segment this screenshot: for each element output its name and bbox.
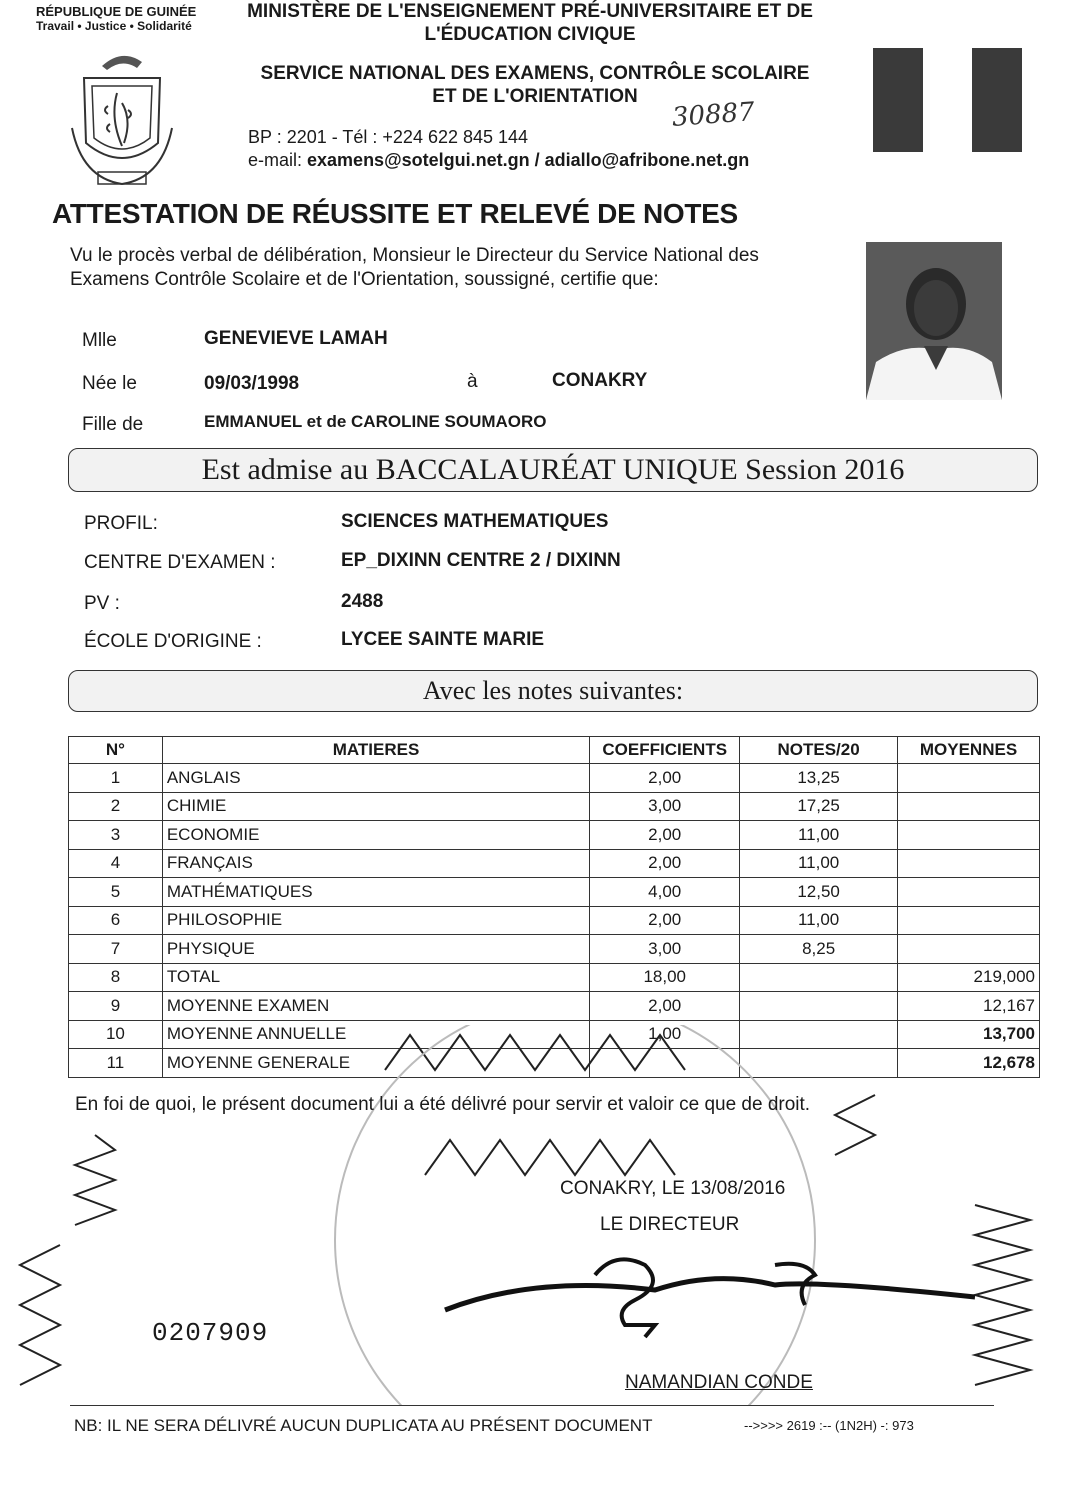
cell-coefficient: 2,00 <box>590 821 740 850</box>
table-row <box>69 849 1040 878</box>
cell-matiere: CHIMIE <box>162 792 589 821</box>
cell-number: 1 <box>69 764 163 793</box>
contact-email-line <box>248 149 749 172</box>
cell-matiere: ANGLAIS <box>162 764 589 793</box>
cell-number: 9 <box>69 992 163 1021</box>
contact-info <box>248 126 749 172</box>
cell-number: 3 <box>69 821 163 850</box>
republic-motto: Travail • Justice • Solidarité <box>36 19 192 33</box>
table-row <box>69 963 1040 992</box>
cell-number: 4 <box>69 849 163 878</box>
header-moyennes: MOYENNES <box>898 737 1040 764</box>
document-intro: Vu le procès verbal de délibération, Monsieur le Directeur du Service National des Examens Contrôle Scolaire et de l'Orientation, soussigné, certifie que: <box>70 245 759 290</box>
serial-number: 0207909 <box>152 1318 269 1348</box>
cell-moyenne: 219,000 <box>898 963 1040 992</box>
birth-date: 09/03/1998 <box>204 373 300 394</box>
official-seal-stamp <box>15 1025 1045 1405</box>
table-row <box>69 935 1040 964</box>
contact-email-label: e-mail: <box>248 150 308 170</box>
republic-header <box>36 4 196 34</box>
profil-label: PROFIL: <box>84 513 158 534</box>
cell-note: 8,25 <box>740 935 898 964</box>
place-and-date: CONAKRY, LE 13/08/2016 <box>560 1178 786 1199</box>
cell-coefficient: 2,00 <box>590 906 740 935</box>
cell-number: 5 <box>69 878 163 907</box>
cell-moyenne: 12,167 <box>898 992 1040 1021</box>
cell-note: 12,50 <box>740 878 898 907</box>
at-label: à <box>467 371 478 392</box>
portrait-icon <box>866 242 1002 400</box>
director-title: LE DIRECTEUR <box>600 1214 740 1235</box>
cell-note: 11,00 <box>740 821 898 850</box>
cell-note: 11,00 <box>740 906 898 935</box>
birth-place: CONAKRY <box>552 370 648 391</box>
cell-matiere: MOYENNE EXAMEN <box>162 992 589 1021</box>
cell-matiere: FRANÇAIS <box>162 849 589 878</box>
table-row <box>69 906 1040 935</box>
contact-bp-phone: BP : 2201 - Tél : +224 622 845 144 <box>248 127 529 147</box>
table-row <box>69 878 1040 907</box>
parent-label: Fille de <box>82 414 144 435</box>
cell-number: 2 <box>69 792 163 821</box>
cell-number: 7 <box>69 935 163 964</box>
cell-note: 13,25 <box>740 764 898 793</box>
ecole-value: LYCEE SAINTE MARIE <box>341 629 545 650</box>
table-row <box>69 792 1040 821</box>
service-line-1: SERVICE NATIONAL DES EXAMENS, CONTRÔLE SCOLAIRE <box>260 63 810 84</box>
table-header-row <box>69 737 1040 764</box>
cell-moyenne <box>898 764 1040 793</box>
cell-matiere: PHYSIQUE <box>162 935 589 964</box>
profil-value: SCIENCES MATHEMATIQUES <box>341 511 609 532</box>
cell-number: 6 <box>69 906 163 935</box>
admission-banner: Est admise au BACCALAURÉAT UNIQUE Session 2016 <box>68 448 1038 492</box>
cell-coefficient: 18,00 <box>590 963 740 992</box>
document-title: ATTESTATION DE RÉUSSITE ET RELEVÉ DE NOTES <box>52 198 738 229</box>
flag-block-left <box>873 48 923 152</box>
cell-moyenne <box>898 878 1040 907</box>
cell-note: 11,00 <box>740 849 898 878</box>
duplicate-notice: NB: IL NE SERA DÉLIVRÉ AUCUN DUPLICATA AU PRÉSENT DOCUMENT <box>74 1416 653 1435</box>
republic-name: RÉPUBLIQUE DE GUINÉE <box>36 4 197 19</box>
cell-matiere: ECONOMIE <box>162 821 589 850</box>
cell-matiere: MATHÉMATIQUES <box>162 878 589 907</box>
cell-moyenne <box>898 821 1040 850</box>
cell-matiere: MOYENNE GENERALE <box>162 1049 589 1078</box>
cell-number: 8 <box>69 963 163 992</box>
notes-banner: Avec les notes suivantes: <box>68 670 1038 712</box>
title-label: Mlle <box>82 330 117 351</box>
header-coefficients: COEFFICIENTS <box>590 737 740 764</box>
ecole-label: ÉCOLE D'ORIGINE : <box>84 631 262 652</box>
born-label: Née le <box>82 373 137 394</box>
candidate-name: GENEVIEVE LAMAH <box>204 328 388 349</box>
service-line-2: ET DE L'ORIENTATION <box>432 86 638 107</box>
cell-moyenne: 13,700 <box>898 1020 1040 1049</box>
reference-code: -->>>> 2619 :-- (1N2H) -: 973 <box>744 1418 914 1433</box>
header-notes: NOTES/20 <box>740 737 898 764</box>
handwritten-number: 30887 <box>671 97 756 133</box>
centre-value: EP_DIXINN CENTRE 2 / DIXINN <box>341 550 621 571</box>
cell-coefficient: 3,00 <box>590 935 740 964</box>
cell-coefficient: 2,00 <box>590 764 740 793</box>
cell-note <box>740 992 898 1021</box>
cell-number: 11 <box>69 1049 163 1078</box>
ministry-name <box>230 0 830 46</box>
coat-of-arms-emblem <box>62 48 182 190</box>
footer-divider <box>70 1405 994 1406</box>
cell-note <box>740 963 898 992</box>
pv-label: PV : <box>84 593 120 614</box>
cell-matiere: TOTAL <box>162 963 589 992</box>
header-number: N° <box>69 737 163 764</box>
centre-label: CENTRE D'EXAMEN : <box>84 552 276 573</box>
cell-moyenne <box>898 906 1040 935</box>
cell-coefficient: 1,00 <box>590 1020 740 1049</box>
candidate-photo <box>866 242 1002 400</box>
director-name: NAMANDIAN CONDE <box>625 1372 813 1393</box>
cell-coefficient: 2,00 <box>590 992 740 1021</box>
cell-note: 17,25 <box>740 792 898 821</box>
pv-value: 2488 <box>341 591 384 612</box>
header-matieres: MATIERES <box>162 737 589 764</box>
flag-block-right <box>972 48 1022 152</box>
table-row <box>69 992 1040 1021</box>
cell-moyenne <box>898 935 1040 964</box>
cell-matiere: PHILOSOPHIE <box>162 906 589 935</box>
closing-statement: En foi de quoi, le présent document lui a été délivré pour servir et valoir ce que de droit. <box>75 1094 811 1115</box>
ministry-line-1: MINISTÈRE DE L'ENSEIGNEMENT PRÉ-UNIVERSITAIRE ET DE <box>247 1 813 22</box>
cell-moyenne <box>898 849 1040 878</box>
cell-coefficient: 4,00 <box>590 878 740 907</box>
contact-email: examens@sotelgui.net.gn / adiallo@afribone.net.gn <box>307 150 750 170</box>
cell-coefficient: 3,00 <box>590 792 740 821</box>
cell-matiere: MOYENNE ANNUELLE <box>162 1020 589 1049</box>
cell-moyenne: 12,678 <box>898 1049 1040 1078</box>
cell-moyenne <box>898 792 1040 821</box>
cell-coefficient: 2,00 <box>590 849 740 878</box>
table-row <box>69 764 1040 793</box>
parents-names: EMMANUEL et de CAROLINE SOUMAORO <box>204 412 547 431</box>
cell-number: 10 <box>69 1020 163 1049</box>
table-row <box>69 821 1040 850</box>
ministry-line-2: L'ÉDUCATION CIVIQUE <box>424 24 636 45</box>
